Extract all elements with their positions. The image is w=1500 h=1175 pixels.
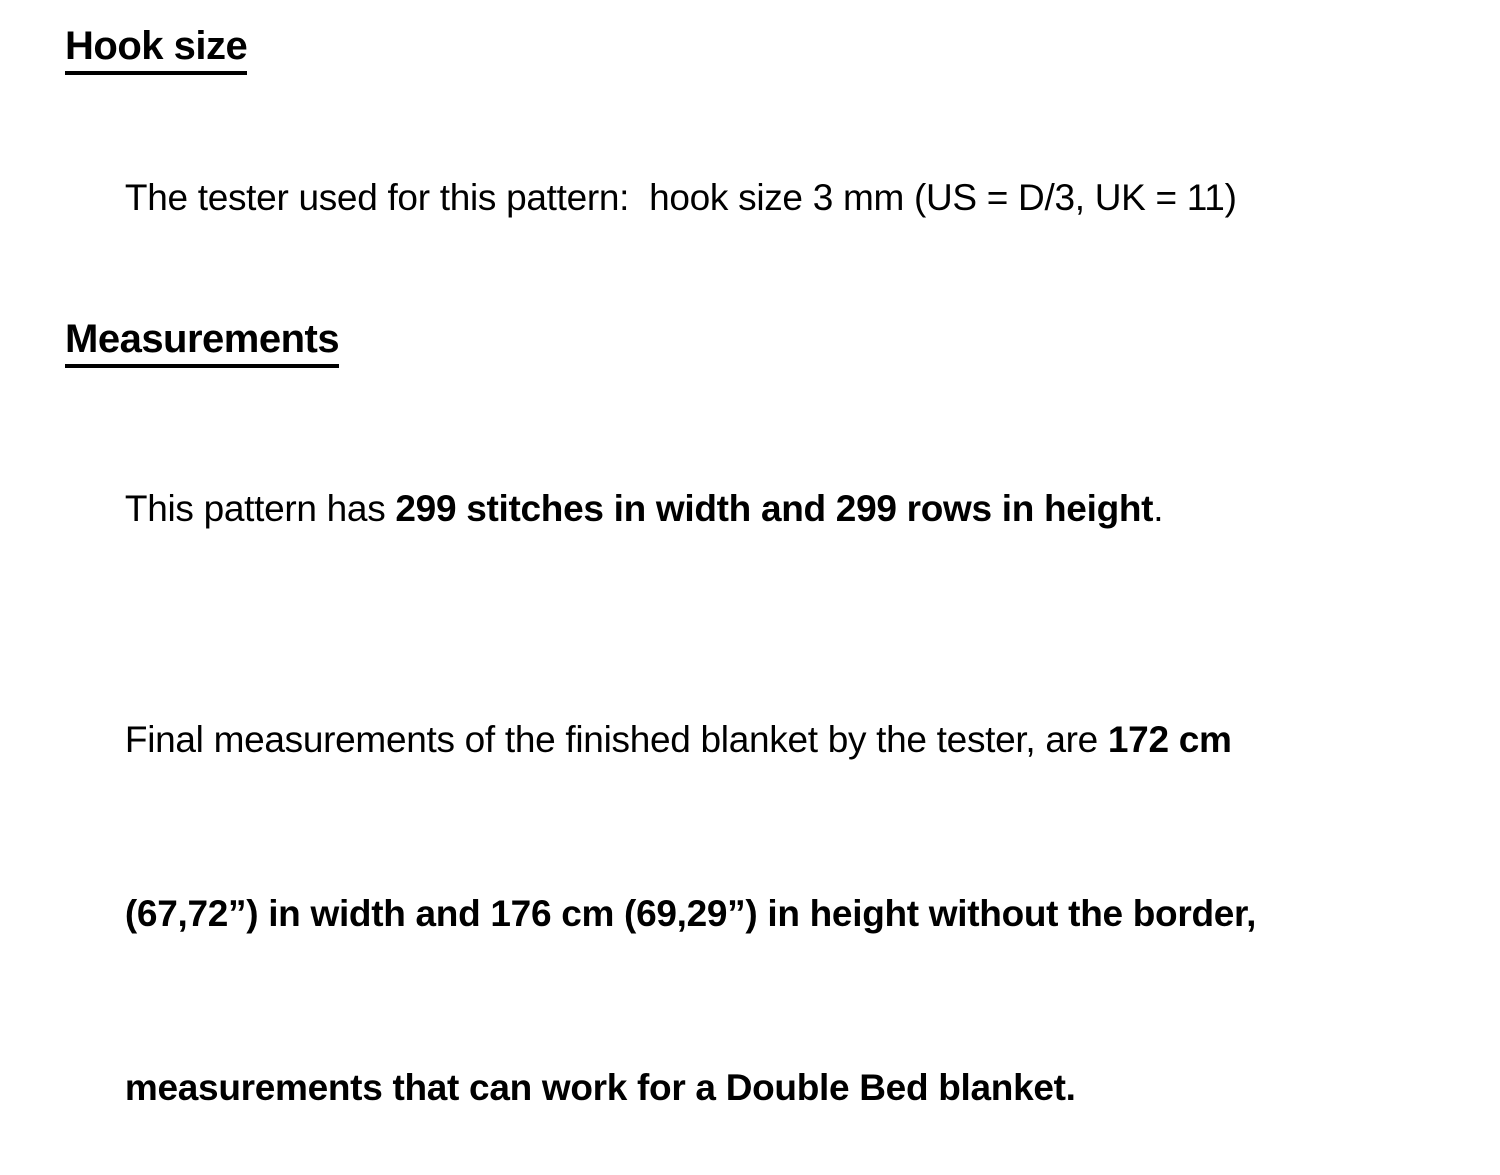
stitch-count-bold-run: 299 stitches in width and 299 rows in height bbox=[395, 488, 1154, 529]
text-line bbox=[65, 1001, 1460, 1175]
text-run: Final measurements of the finished blanket by the tester, are bbox=[124, 719, 1108, 760]
width-measurement-bold-run: 172 cm bbox=[1107, 719, 1232, 760]
text-line bbox=[65, 653, 1460, 827]
measurements-heading: Measurements bbox=[65, 317, 339, 368]
text-run: . bbox=[1153, 488, 1164, 529]
stitch-count-paragraph bbox=[65, 422, 1460, 596]
hook-size-heading: Hook size bbox=[65, 24, 247, 75]
section-hook-size bbox=[65, 24, 1460, 77]
bed-size-bold-run: measurements that can work for a Double Bed blanket. bbox=[124, 1067, 1076, 1108]
text-line bbox=[65, 111, 1460, 285]
section-measurements bbox=[65, 317, 1460, 370]
text-run: The tester used for this pattern: hook size 3 mm (US = D/3, UK = 11) bbox=[124, 177, 1237, 218]
hook-size-paragraph bbox=[65, 111, 1460, 285]
height-measurement-bold-run: (67,72”) in width and 176 cm (69,29”) in height without the border, bbox=[124, 893, 1257, 934]
final-measurements-paragraph bbox=[65, 653, 1460, 1175]
text-run: This pattern has bbox=[124, 488, 396, 529]
text-line bbox=[65, 827, 1460, 1001]
text-line bbox=[65, 422, 1460, 596]
